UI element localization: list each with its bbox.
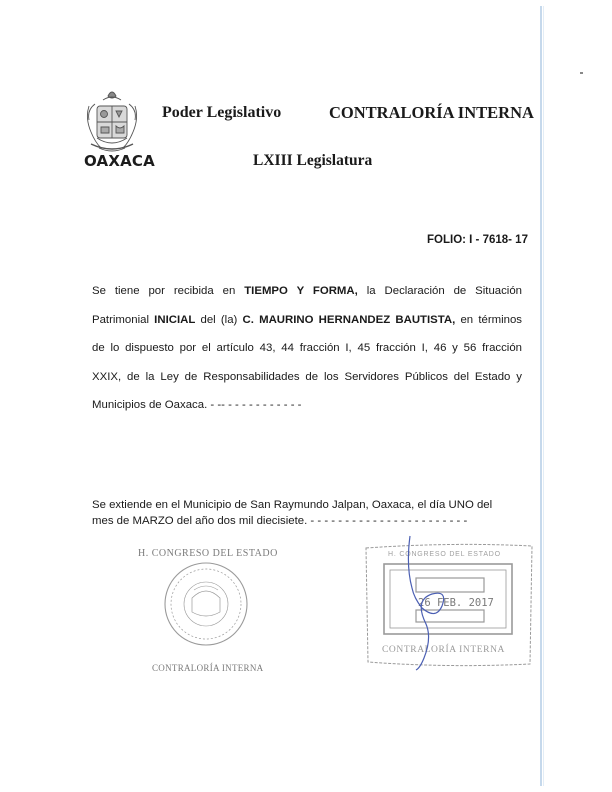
paragraph-line: XXIX, de la Ley de Responsabilidades de los Servidores Públicos del Estado y (92, 370, 522, 383)
received-date: 26 FEB. 2017 (418, 597, 494, 609)
congress-seal-stamp (128, 540, 298, 680)
page-edge-line (540, 6, 542, 786)
legislature-title: LXIII Legislatura (253, 152, 373, 169)
declarant-name: C. MAURINO HERNANDEZ BAUTISTA, (242, 313, 456, 326)
office-title: CONTRALORÍA INTERNA (329, 103, 534, 122)
branch-title: Poder Legislativo (162, 104, 282, 121)
seal-top-text: H. CONGRESO DEL ESTADO (138, 548, 278, 559)
page-edge-line-faint (543, 6, 544, 786)
paragraph-line: Se extiende en el Municipio de San Raymundo Jalpan, Oaxaca, el día UNO del (92, 499, 493, 511)
date-stamp-bottom-text: CONTRALORÍA INTERNA (382, 645, 506, 655)
folio-number: FOLIO: I - 7618- 17 (427, 234, 528, 246)
seal-bottom-text: CONTRALORÍA INTERNA (152, 663, 264, 673)
oaxaca-coat-of-arms-icon (81, 86, 143, 156)
paragraph-line: Patrimonial INICIAL del (la) C. MAURINO HERNANDEZ BAUTISTA, en términos (92, 313, 522, 326)
state-name: OAXACA (84, 152, 155, 170)
received-date-stamp (360, 534, 540, 682)
scan-speck (580, 72, 583, 74)
paragraph-line: de lo dispuesto por el artículo 43, 44 fracción I, 45 fracción I, 46 y 56 fracción (92, 342, 522, 354)
emphasis-text: TIEMPO Y FORMA, (244, 285, 358, 297)
declaration-paragraph (92, 277, 522, 420)
paragraph-line: mes de MARZO del año dos mil diecisiete. - - - - - - - - - - - - - - - - - - - - - - - (92, 515, 468, 527)
emphasis-text: INICIAL (154, 313, 196, 326)
paragraph-line: Municipios de Oaxaca. - -- - - - - - - - - - - - (92, 399, 302, 411)
paragraph-line: Se tiene por recibida en TIEMPO Y FORMA, la Declaración de Situación (92, 285, 523, 297)
issuance-paragraph (92, 497, 532, 529)
date-stamp-top-text: H. CONGRESO DEL ESTADO (388, 551, 501, 558)
